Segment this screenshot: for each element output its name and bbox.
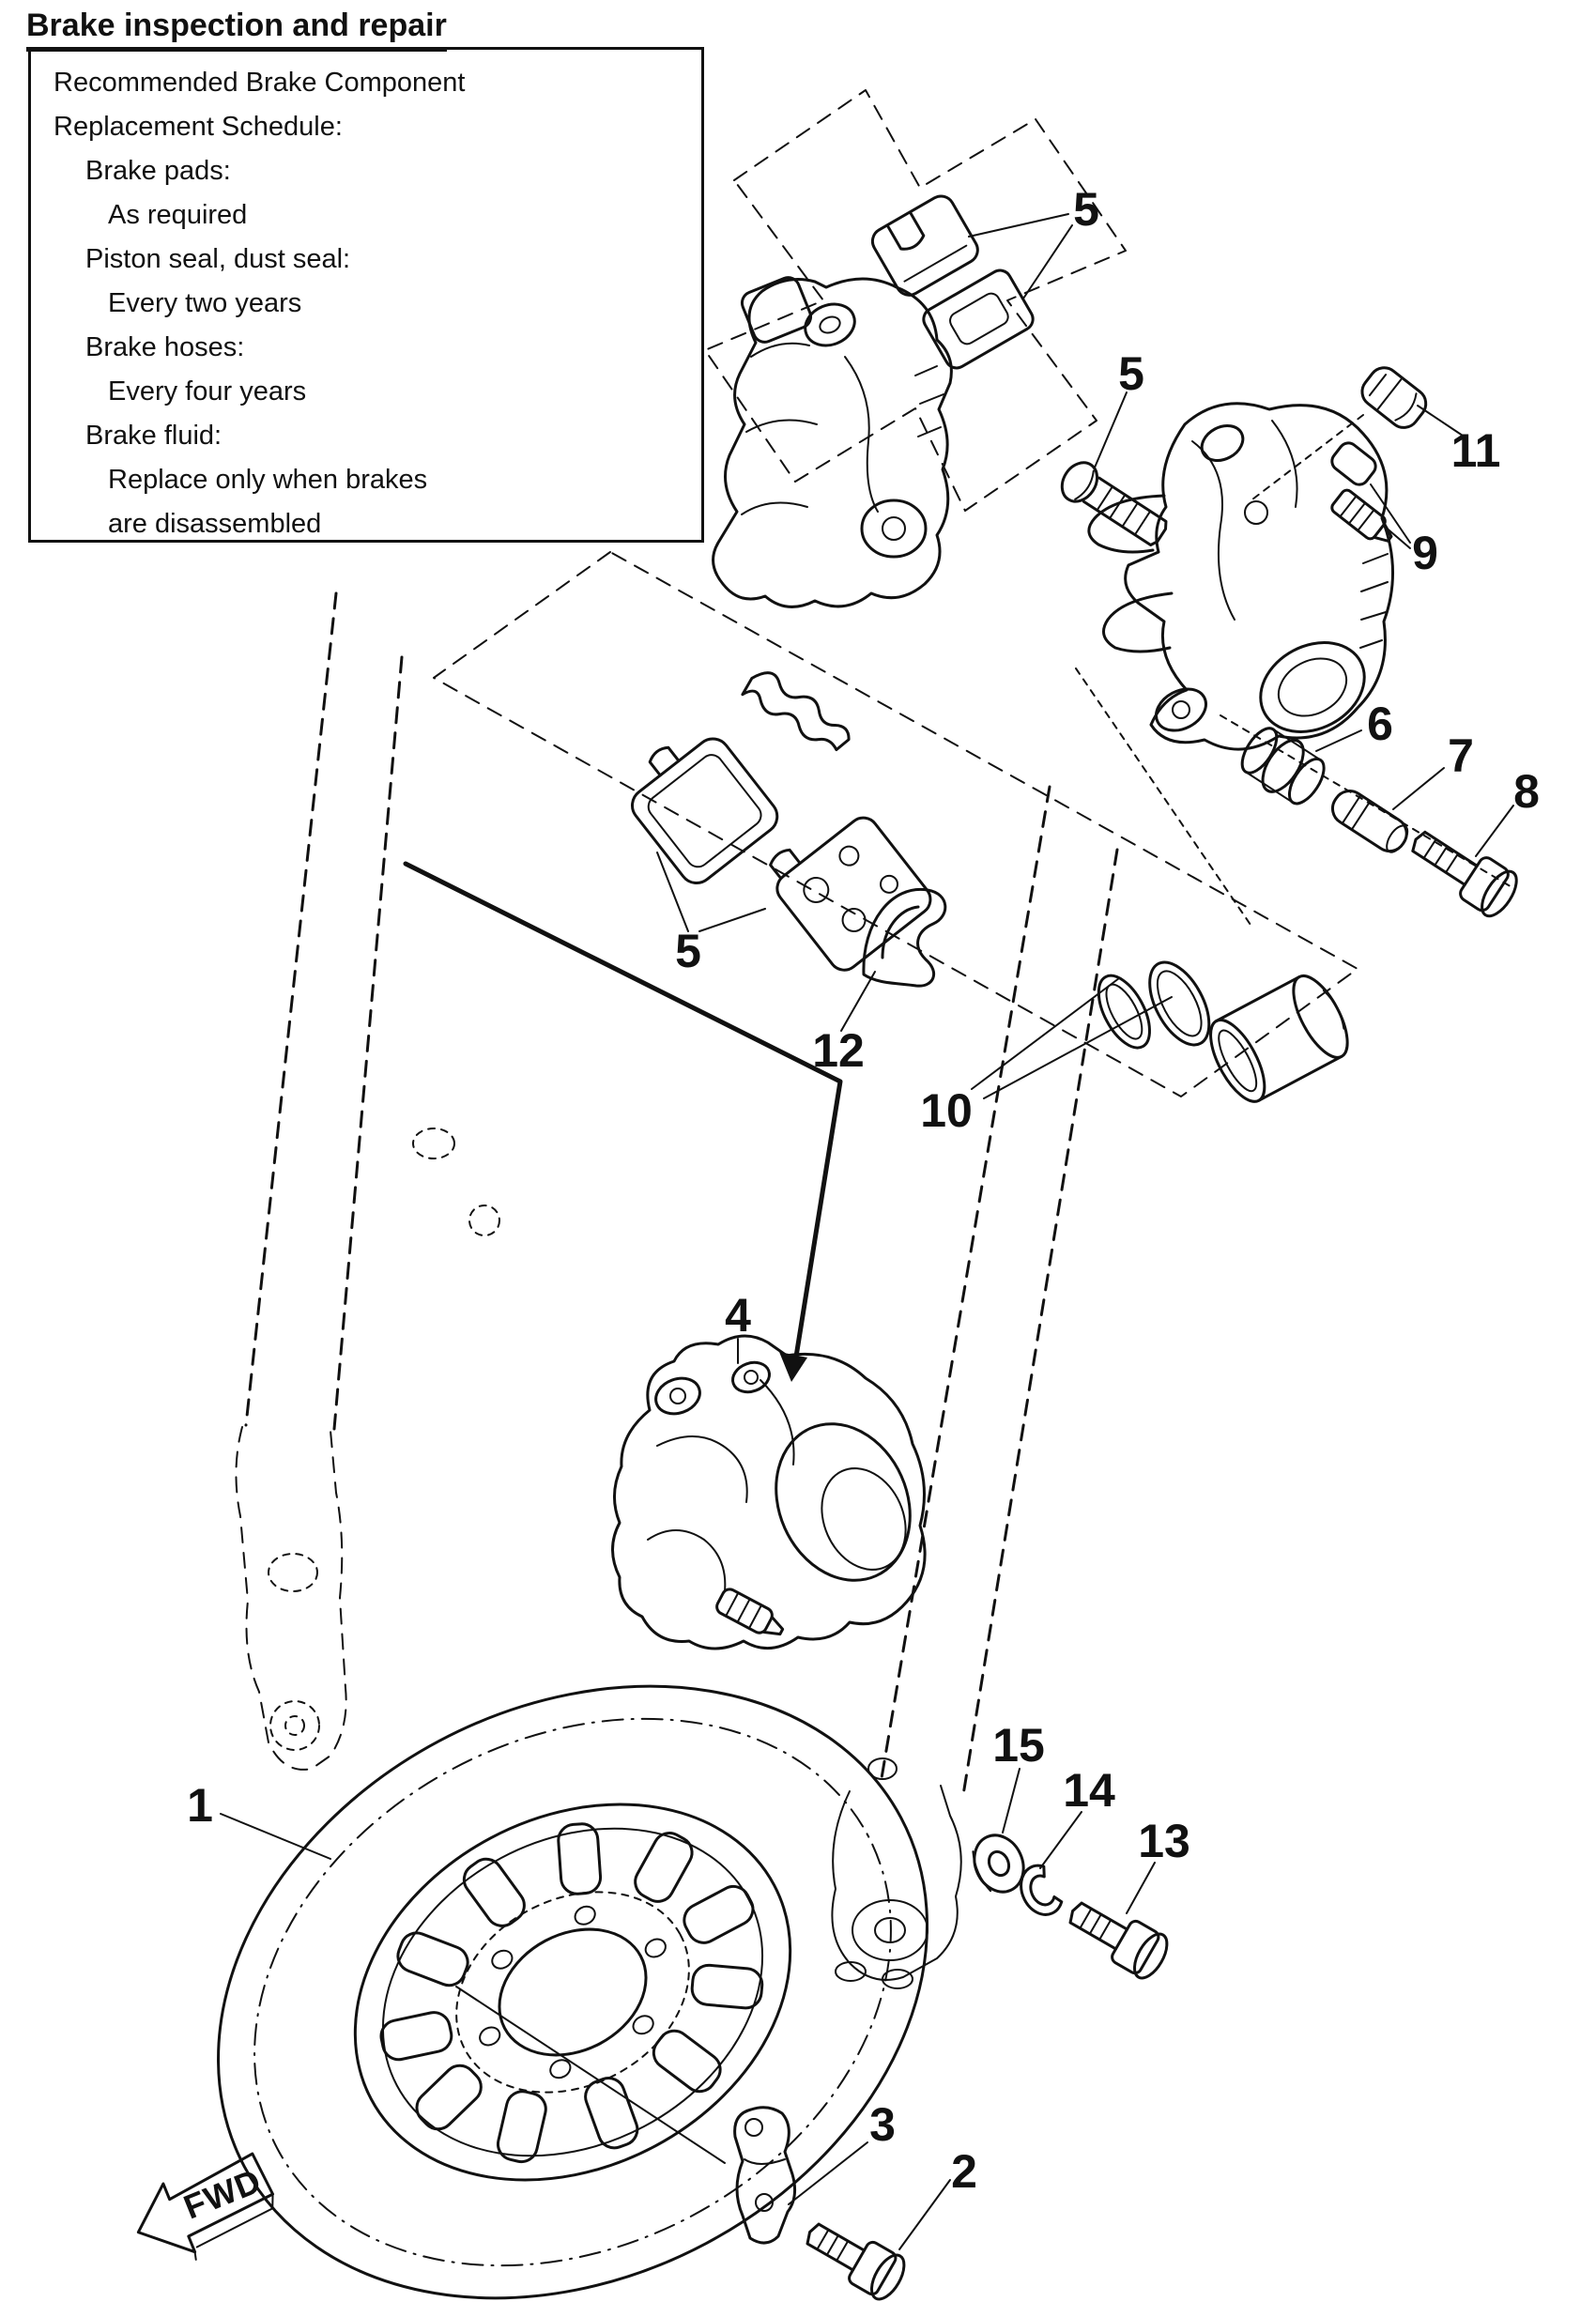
callout-12: 12 <box>812 1024 865 1077</box>
callout-13: 13 <box>1138 1815 1190 1867</box>
schedule-line: Brake hoses: <box>85 332 245 362</box>
callout-10: 10 <box>920 1084 973 1137</box>
callout-5-shims: 5 <box>1073 183 1099 236</box>
leader-12 <box>841 972 875 1031</box>
caliper-support-bracket <box>714 274 952 606</box>
schedule-line: Brake pads: <box>85 156 231 186</box>
assembly-direction-arrow <box>406 864 840 1357</box>
fwd-arrow <box>125 2147 284 2276</box>
schedule-line: Replacement Schedule: <box>54 112 343 142</box>
schedule-line: Brake fluid: <box>85 421 223 451</box>
caliper-pin <box>1327 785 1413 857</box>
callout-2: 2 <box>951 2145 977 2198</box>
brake-pad-right <box>759 795 937 975</box>
dust-boot <box>1234 719 1333 812</box>
bracket-bolt <box>1061 1890 1174 1984</box>
callout-6: 6 <box>1367 698 1393 750</box>
callout-3: 3 <box>869 2098 896 2151</box>
callout-4: 4 <box>725 1289 751 1342</box>
callout-5-bolt: 5 <box>1118 347 1144 400</box>
leader-2 <box>899 2180 950 2249</box>
schedule-line: Every four years <box>108 376 307 407</box>
pin-bolt <box>1402 819 1523 922</box>
arrowhead <box>779 1352 807 1382</box>
callout-11: 11 <box>1450 424 1501 477</box>
disc-vent-slots <box>322 1756 825 2228</box>
schedule-line: As required <box>108 200 248 230</box>
caliper-assembled <box>613 1336 935 1649</box>
schedule-line: Recommended Brake Component <box>54 68 466 98</box>
pad-assembly-plane <box>434 552 1358 1097</box>
bleed-screw-cap <box>1356 361 1432 434</box>
callout-15: 15 <box>992 1719 1045 1772</box>
caliper-body-exploded <box>1089 404 1393 749</box>
brake-pad-left <box>613 715 784 889</box>
piston-seals <box>1088 941 1221 1077</box>
bracket-bolt-lower <box>798 2211 911 2305</box>
schedule-line: Piston seal, dust seal: <box>85 244 351 274</box>
page-title: Brake inspection and repair <box>26 8 447 52</box>
callout-14: 14 <box>1063 1764 1115 1817</box>
schedule-line: Replace only when brakes <box>108 465 428 495</box>
callout-7: 7 <box>1448 729 1474 782</box>
bracket-position-line <box>456 1987 725 2163</box>
callout-9: 9 <box>1412 527 1438 579</box>
callout-8: 8 <box>1513 765 1540 818</box>
fwd-label: FWD <box>177 2160 268 2227</box>
fork-leg-left <box>236 593 499 1770</box>
schedule-line: are disassembled <box>108 509 322 539</box>
leader-5-shims <box>969 214 1072 299</box>
caliper-bracket <box>735 2108 795 2243</box>
leader-7 <box>1393 768 1444 809</box>
leader-5-bolt <box>1095 392 1127 468</box>
leader-8 <box>1476 806 1513 856</box>
schedule-line: Every two years <box>108 288 302 318</box>
pad-shim-plane-outline <box>705 90 1126 511</box>
callout-1: 1 <box>187 1779 213 1832</box>
lock-washer <box>1014 1862 1065 1922</box>
caliper-piston <box>1200 968 1358 1109</box>
callout-5-pads: 5 <box>675 925 701 977</box>
